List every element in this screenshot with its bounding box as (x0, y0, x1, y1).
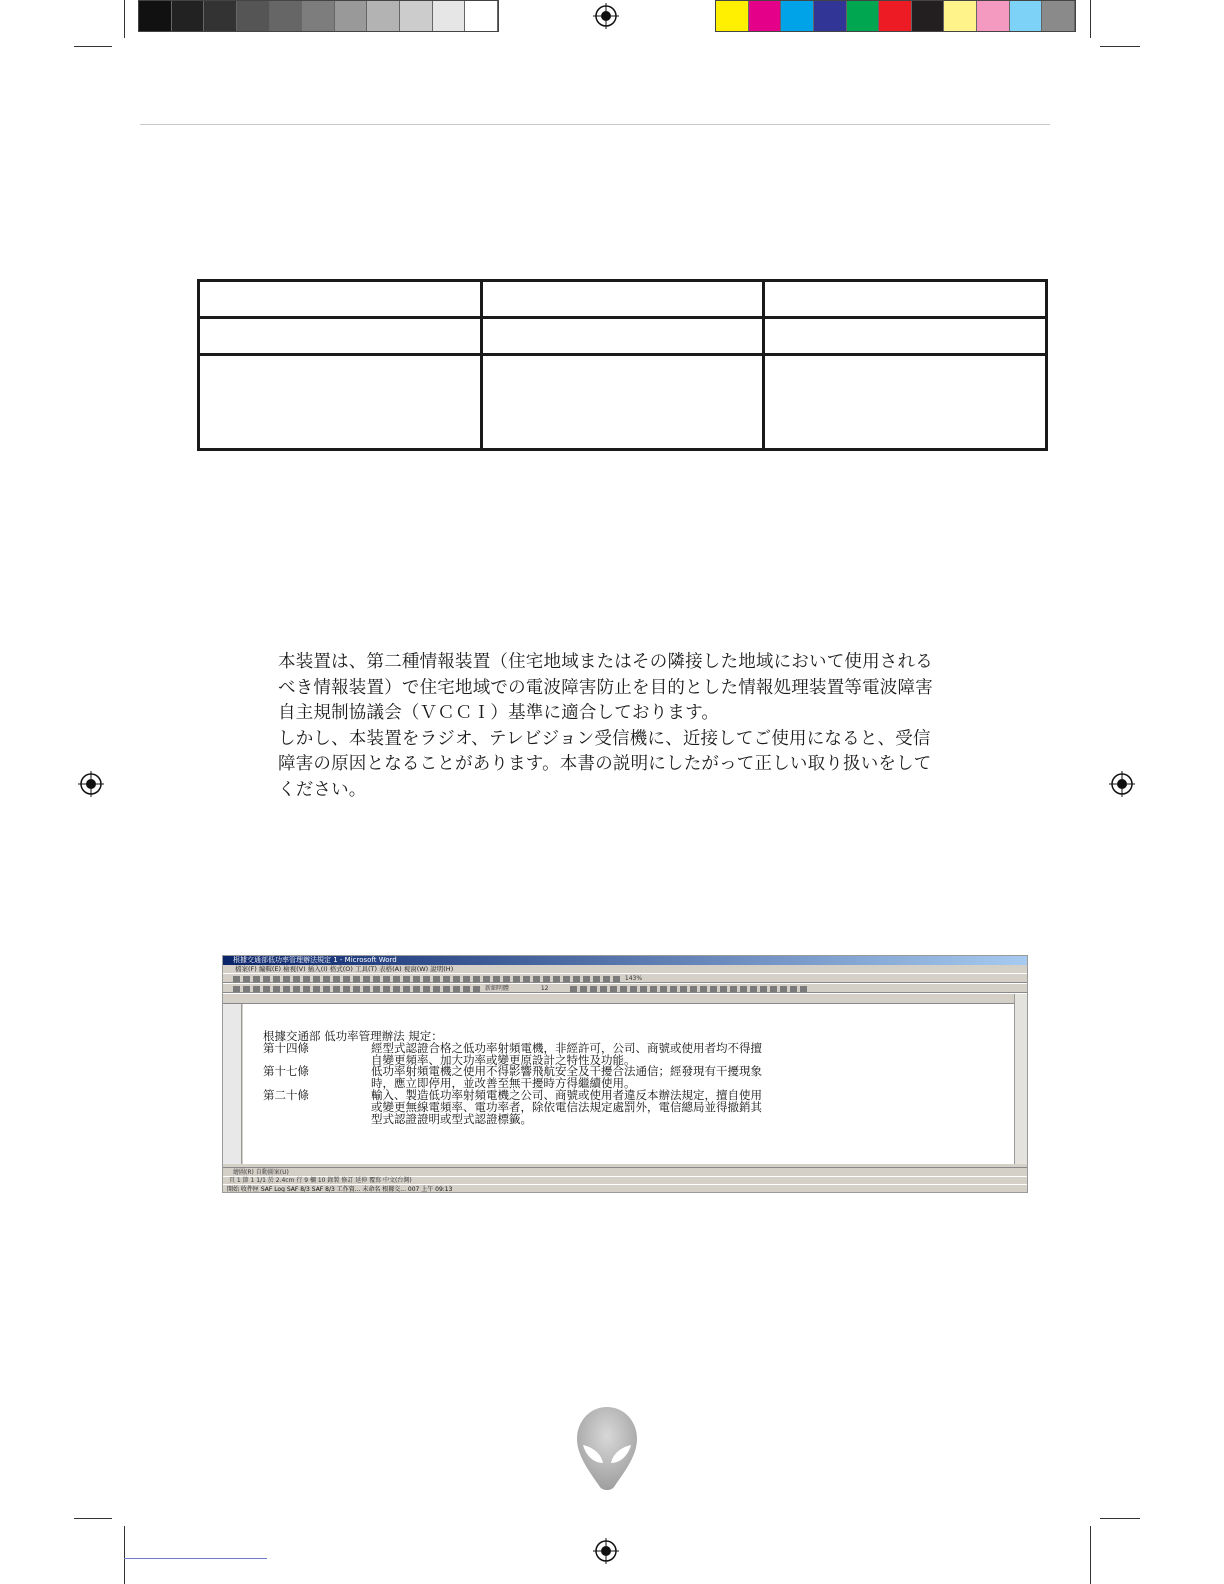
color-swatch (302, 1, 335, 31)
crop-mark (1090, 1526, 1091, 1584)
article-label: 第十七條 (263, 1064, 309, 1079)
word-screenshot (222, 955, 1028, 1193)
color-swatch (433, 1, 466, 31)
notice-line: ください。 (278, 779, 367, 800)
article-text: 經型式認證合格之低功率射頻電機，非經許可，公司、商號或使用者均不得擅 (371, 1040, 762, 1055)
article-label (263, 1114, 371, 1126)
process-color-bar (715, 0, 1076, 32)
color-swatch (781, 1, 814, 31)
standard-toolbar (223, 973, 1027, 983)
color-swatch (237, 1, 270, 31)
registration-mark-icon (1109, 771, 1135, 797)
table-cell (481, 355, 764, 450)
vertical-scrollbar[interactable] (1014, 994, 1027, 1164)
windows-taskbar: 開始 收件匣 SAF Log SAF 8/3 SAF 8/3 工作資... 未命名 根據交... 007 上午 09:13 (223, 1184, 1027, 1193)
document-text (263, 1031, 762, 1125)
menu-bar: 檔案(F) 編輯(E) 檢視(V) 插入(I) 格式(O) 工具(T) 表格(A) 視窗(W) 說明(H) (223, 965, 1027, 973)
formatting-toolbar (223, 983, 1027, 993)
table-row (199, 318, 1047, 355)
table-cell (199, 355, 482, 450)
article-text: 自變更頻率、加大功率或變更原設計之特性及功能。 (371, 1052, 636, 1067)
table-cell (764, 355, 1047, 450)
vertical-ruler (223, 1004, 242, 1164)
table-cell (199, 281, 482, 318)
color-swatch (879, 1, 912, 31)
article-text: 低功率射頻電機之使用不得影響飛航安全及干擾合法通信；經發現有干擾現象 (371, 1064, 762, 1079)
table-row (199, 355, 1047, 450)
table-row (199, 281, 1047, 318)
registration-mark-icon (593, 1538, 619, 1564)
article-label: 第二十條 (263, 1087, 309, 1102)
table-cell (199, 318, 482, 355)
header-rule (140, 124, 1050, 125)
zoom-level: 143% (624, 975, 643, 982)
color-swatch (977, 1, 1010, 31)
notice-line: 本装置は、第二種情報装置（住宅地域またはその隣接した地域において使用される (278, 652, 933, 672)
table-cell (481, 318, 764, 355)
color-swatch (912, 1, 945, 31)
table-cell (481, 281, 764, 318)
article-label (263, 1102, 371, 1114)
color-swatch (465, 1, 498, 31)
crop-mark (74, 46, 112, 47)
crop-mark (1090, 0, 1091, 38)
crop-mark (1100, 1518, 1140, 1519)
color-swatch (1010, 1, 1043, 31)
crop-mark (74, 1518, 112, 1519)
color-swatch (204, 1, 237, 31)
toolbar-strip (223, 993, 1027, 1004)
crop-mark (124, 0, 125, 38)
article-text: 時，應立即停用，並改善至無干擾時方得繼續使用。 (371, 1076, 636, 1091)
color-swatch (335, 1, 368, 31)
vcci-notice (278, 650, 943, 804)
grayscale-bar (138, 0, 499, 32)
crop-mark (1100, 46, 1140, 47)
color-swatch (139, 1, 172, 31)
article-text: 輸入、製造低功率射頻電機之公司、商號或使用者違反本辦法規定，擅自使用 (371, 1087, 762, 1102)
color-swatch (172, 1, 205, 31)
window-title: 根據交通部低功率管理辦法規定 1 - Microsoft Word (223, 956, 1027, 965)
color-swatch (716, 1, 749, 31)
spec-table (197, 279, 1048, 451)
registration-mark-icon (78, 771, 104, 797)
alien-logo-icon (576, 1405, 638, 1493)
color-swatch (814, 1, 847, 31)
doc-row (263, 1111, 762, 1126)
font-name: 新細明體 (484, 985, 509, 992)
registration-mark-icon (593, 3, 619, 29)
notice-line: しかし、本装置をラジオ、テレビジョン受信機に、近接してご使用になると、受信 (278, 728, 931, 749)
color-swatch (944, 1, 977, 31)
color-swatch (400, 1, 433, 31)
notice-line: べき情報装置）で住宅地域での電波障害防止を目的とした情報処理装置等電波障害 (278, 677, 933, 698)
table-cell (764, 318, 1047, 355)
article-label: 第十四條 (263, 1040, 309, 1055)
font-size: 12 (540, 985, 549, 992)
notice-line: 障害の原因となることがあります。本書の説明にしたがって正しい取り扱いをして (278, 754, 932, 775)
color-swatch (367, 1, 400, 31)
article-text: 型式認證證明或型式認證標籤。 (371, 1111, 532, 1126)
table-cell (764, 281, 1047, 318)
footer-rule (124, 1558, 267, 1559)
color-swatch (749, 1, 782, 31)
notice-line: 自主規制協議会（ＶＣＣＩ）基準に適合しております。 (278, 703, 720, 724)
color-swatch (1042, 1, 1075, 31)
color-swatch (270, 1, 303, 31)
doc-heading-text: 根據交通部 低功率管理辦法 規定： (263, 1029, 443, 1043)
article-text: 或變更無線電頻率、電功率者，除依電信法規定處罰外，電信總局並得撤銷其 (371, 1099, 762, 1114)
status-bar: 頁 1 節 1 1/1 於 2.4cm 行 9 欄 10 錄製 修訂 延伸 覆寫 中文(台灣) (223, 1176, 1027, 1184)
drawing-toolbar: 繪圖(R) 自動圖案(U) (223, 1167, 1027, 1176)
crop-mark (124, 1526, 125, 1584)
color-swatch (847, 1, 880, 31)
